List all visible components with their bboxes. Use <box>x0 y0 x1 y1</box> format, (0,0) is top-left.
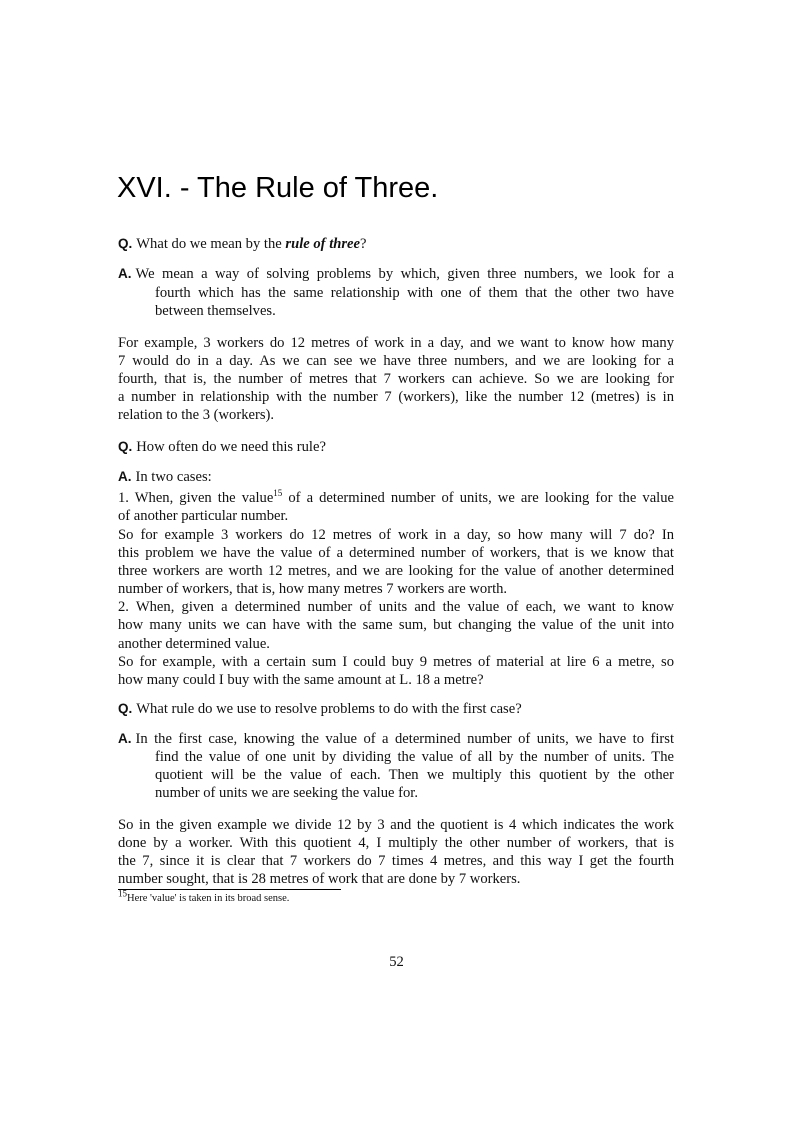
case-line: So for example 3 workers do 12 metres of work in a day, so how many will 7 do? In <box>118 527 674 543</box>
q3-text: What rule do we use to resolve problems to do with the first case? <box>136 701 522 717</box>
q1-text: What do we mean by the <box>136 236 286 252</box>
answer-3-line: find the value of one unit by dividing the value of all by the number of units. The <box>155 749 674 765</box>
footnote-ref[interactable]: 15 <box>273 488 283 499</box>
answer-text: In the first case, knowing the value of a determined number of units, we have to first <box>135 731 674 747</box>
answer-3-line: number of units we are seeking the value for. <box>155 785 419 801</box>
paragraph-line: the 7, since it is clear that 7 workers do 7 times 4 metres, and this way I get the fourth <box>118 853 674 869</box>
paragraph-line: done by a worker. With this quotient 4, I multiply the other number of workers, that is <box>118 835 674 851</box>
question-1 <box>118 235 674 253</box>
paragraph-line: fourth, that is, the number of metres that 7 workers can achieve. So we are looking for <box>118 371 674 387</box>
a-label: A. <box>118 469 132 484</box>
case-text: 1. When, given the value <box>118 490 274 506</box>
answer-3-line <box>118 730 674 748</box>
paragraph-line: For example, 3 workers do 12 metres of work in a day, and we want to know how many <box>118 335 674 351</box>
a-label: A. <box>118 266 132 281</box>
footnote-mark: 15 <box>118 888 127 899</box>
footnote-text: Here 'value' is taken in its broad sense. <box>127 893 290 904</box>
case-line: three workers are worth 12 metres, and we are looking for the value of another determined <box>118 563 674 579</box>
answer-1-line: fourth which has the same relationship with one of them that the other two have <box>155 285 674 301</box>
q-label: Q. <box>118 236 133 251</box>
case-line: of another particular number. <box>118 508 289 524</box>
case-line: So for example, with a certain sum I could buy 9 metres of material at lire 6 a metre, so <box>118 654 674 670</box>
case-line: another determined value. <box>118 636 270 652</box>
chapter-title: XVI. - The Rule of Three. <box>117 172 439 204</box>
q-label: Q. <box>118 439 133 454</box>
case-line: 2. When, given a determined number of units and the value of each, we want to know <box>118 599 674 615</box>
q1-emphasis: rule of three <box>285 236 360 252</box>
case-line <box>118 489 674 507</box>
answer-text: We mean a way of solving problems by which, given three numbers, we look for a <box>135 266 674 282</box>
q2-text: How often do we need this rule? <box>136 439 326 455</box>
case-text: of a determined number of units, we are looking for the value <box>282 490 674 506</box>
paragraph-line: number sought, that is 28 metres of work that are done by 7 workers. <box>118 871 521 887</box>
case-line: number of workers, that is, how many metres 7 workers are worth. <box>118 581 508 597</box>
answer-3-line: quotient will be the value of each. Then we multiply this quotient by the other <box>155 767 674 783</box>
answer-1-line: between themselves. <box>155 303 276 319</box>
a-label: A. <box>118 731 132 746</box>
paragraph-line: 7 would do in a day. As we can see we have three numbers, and we are looking for a <box>118 353 674 369</box>
question-2 <box>118 438 674 456</box>
footnote <box>118 888 290 904</box>
case-line: this problem we have the value of a determined number of workers, that is we know that <box>118 545 674 561</box>
q-label: Q. <box>118 701 133 716</box>
question-3 <box>118 700 674 718</box>
page-number: 52 <box>389 954 404 970</box>
case-line: how many could I buy with the same amount at L. 18 a metre? <box>118 672 484 688</box>
paragraph-line: So in the given example we divide 12 by 3 and the quotient is 4 which indicates the work <box>118 817 674 833</box>
answer-1-line <box>118 265 674 283</box>
footnote-divider <box>118 889 341 890</box>
paragraph-line: a number in relationship with the number 7 (workers), like the number 12 (metres) is in <box>118 389 674 405</box>
case-line: how many units we can have with the same sum, but changing the value of the unit into <box>118 617 674 633</box>
answer-2 <box>118 468 674 486</box>
a2-text: In two cases: <box>135 469 212 485</box>
q1-end: ? <box>360 236 367 252</box>
paragraph-line: relation to the 3 (workers). <box>118 407 275 423</box>
